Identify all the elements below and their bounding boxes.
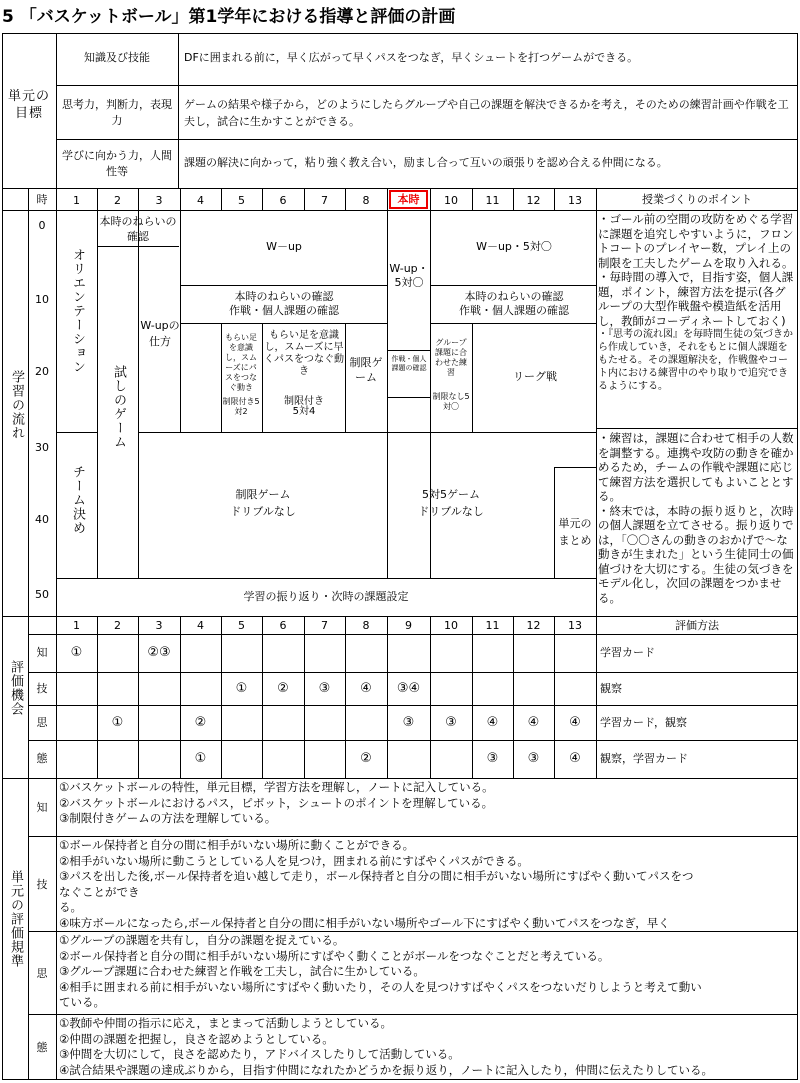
eval-method: 観察 [600,681,622,695]
eval-divider [56,616,57,778]
hour-2: 2 [114,194,121,207]
eval-hour-10: 10 [444,619,458,632]
eval-mark: ③④ [396,680,421,696]
hour-10: 10 [444,194,458,207]
eval-hour-2: 2 [114,619,121,632]
eval-mark: ② [277,680,289,696]
eval-hour-9: 9 [405,619,412,632]
minute-50: 50 [35,588,49,601]
criteria-line: ③グループ課題に合わせた練習と作戦を工夫し，試合に生かしている。 [59,964,425,978]
eval-mark: ① [194,751,207,766]
hour-4: 4 [197,194,204,207]
eval-cat: 知 [36,646,48,659]
eval-divider [262,616,263,778]
point-4: ・練習は，課題に合わせて相手の人数を調整する。連携や攻防の動きを確かめるため，チームの作戦や課題に応じて練習方法を選択してもよいこととする。 [598,431,794,503]
eval-hour-5: 5 [238,619,245,632]
eval-cat: 態 [36,752,48,765]
eval-mark: ②③ [147,645,171,660]
cell-c8: 制限ゲーム [349,356,383,384]
eval-divider [221,616,222,778]
eval-mark: ④ [486,714,499,730]
eval-mark: ③ [486,751,499,766]
flow-label: 学習の流れ [9,370,24,440]
cell-aim1: 本時のねらいの確認 [99,215,177,243]
eval-method: 観察，学習カード [600,752,688,765]
hour-6: 6 [279,194,287,207]
criteria-line: ②バスケットボールにおけるパス，ピボット，シュートのポイントを理解している。 [59,795,494,810]
eval-hour-3: 3 [155,619,163,632]
cell-c10-a: グループ課題に合わせた練習 [435,338,467,377]
cell-aim-mid-r2: 作戦・個人課題の確認 [459,304,569,317]
eval-method: 学習カード，観察 [600,715,688,729]
eval-mark: ④ [360,680,372,696]
current-hour-badge: 本時 [389,190,428,209]
criteria-cat: 思 [36,966,48,980]
cell-c4-a: もらい足を意識し，スムーズにパスをつなぐ動き [225,333,257,392]
cell-aim-mid-r1: 本時のねらいの確認 [464,290,564,303]
hour-3: 3 [155,194,163,207]
evaluation-label: 評価機会 [8,660,23,716]
eval-divider [304,616,305,778]
hour-7: 7 [321,194,328,207]
hour-1: 1 [73,194,80,207]
goal-cat-knowledge: 知識及び技能 [84,51,150,64]
eval-method: 学習カード [600,646,655,659]
eval-hour-6: 6 [279,619,287,632]
cell-wup-way: W-upの仕方 [140,319,180,348]
goal-cat-thinking: 思考力，判断力，表現力 [62,98,172,127]
criteria-line: る。 [59,900,82,914]
minute-40: 40 [35,513,49,526]
goal-text-thinking: ゲームの結果や様子から，どのようにしたらグループや自己の課題を解決できるかを考え，そのための練習計画や作戦を工夫し，試合に生かすことができる。 [184,98,789,128]
eval-divider [138,616,139,778]
criteria-line: ②ボール保持者と自分の間に相手がいない場所にすばやく動くことがボールをつなぐことだと考えている。 [59,948,610,963]
cell-c10-b: 制限なし5対〇 [432,392,470,411]
eval-divider [596,616,597,778]
minute-0: 0 [38,219,46,232]
hour-13: 13 [568,194,582,207]
criteria-line: ①グループの課題を共有し，自分の課題を捉えている。 [59,933,345,947]
criteria-cat: 態 [36,1041,48,1054]
goal-cat-attitude: 学びに向かう力，人間性等 [62,149,172,178]
point-1: ・ゴール前の空間の攻防をめぐる学習に課題を追究しやすいように，フロントコートのプレイヤー数，プレイ上の制限を工夫したゲームを取り入れる。 [598,212,794,270]
minute-30: 30 [35,441,49,454]
point-5: ・終末では，本時の振り返りと，次時の個人課題を立てさせる。振り返りでは，「〇〇さんの動きのおかげで〜な動きが生まれた」という生徒同士の価値づけを大切にする。生徒の気づきをモデル化し，次回の課題をつかませる。 [598,503,794,605]
eval-mark: ④ [527,714,540,730]
cell-league: リーグ戦 [513,370,557,383]
goal-text-attitude: 課題の解決に向かって，粘り強く教え合い，励まし合って互いの頑張りを認め合える仲間になる。 [184,156,668,169]
eval-hour-1: 1 [73,619,80,632]
minute-10: 10 [35,293,49,306]
cell-trial: 試しのゲーム [111,365,126,449]
eval-mark: ④ [569,751,581,766]
eval-mark: ① [111,714,124,730]
eval-cat: 思 [36,715,48,729]
eval-mark: ③ [402,714,415,730]
criteria-cat: 技 [36,877,48,891]
cell-reflection: 学習の振り返り・次時の課題設定 [243,590,409,603]
eval-mark: ④ [569,714,581,730]
cell-wup: W－up [266,240,302,253]
criteria-line: ①ボール保持者と自分の間に相手がいない場所に動くことができる。 [59,838,415,852]
criteria-line: ②仲間の課題を把握し，良さを認めようとしている。 [59,1031,334,1046]
eval-hour-12: 12 [526,619,541,632]
cell-c9: 作戦・個人課題の確認 [391,355,427,372]
eval-hour-7: 7 [321,619,328,632]
criteria-line: ている。 [59,995,105,1009]
goal-text-knowledge: DFに囲まれる前に，早く広がって早くパスをつなぎ，早くシュートを打つゲームができる。 [184,51,639,64]
eval-hour-11: 11 [485,619,500,632]
eval-divider [97,616,98,778]
eval-mark: ③ [318,680,331,696]
page-title: 5 「バスケットボール」第1学年における指導と評価の計画 [2,7,456,27]
hour-5: 5 [238,194,245,207]
criteria-line: ④相手に囲まれる前に相手がいない場所にすばやく動いたり，その人を見つけすばやくパスをつないだりしようと考えて動い [59,979,702,994]
cell-orientation: オリエンテーション [70,248,85,374]
method-header: 評価方法 [675,619,719,632]
hour-11: 11 [485,194,500,207]
hour-8: 8 [362,194,370,207]
cell-team: チーム決め [70,465,85,535]
point-header: 授業づくりのポイント [642,193,752,206]
criteria-line: ③仲間を大切にして，良さを認めたり，アドバイスしたりして活動している。 [59,1047,460,1061]
cell-aim-mid-l2: 作戦・個人課題の確認 [229,304,339,317]
criteria-line: ②相手がいない場所に動こうとしている人を見つけ，囲まれる前にすばやくパスができる。 [59,853,529,868]
eval-hour-13: 13 [568,619,582,632]
cell-wup9: W-up・5対〇 [389,262,429,289]
cell-aim-mid-l1: 本時のねらいの確認 [234,290,334,303]
eval-cat: 技 [36,681,48,695]
eval-mark: ② [360,751,372,766]
cell-c5-b: 制限付き5対4 [284,396,324,417]
point-3: ・『思考の流れ図』を毎時間生徒の気づきから作成していき，それをもとに個人課題をもたせる。その課題解決を，作戦盤やコート内における練習中のやり取りで追究できるようにする。 [598,329,793,392]
eval-mark: ③ [445,714,457,730]
hour-header: 時 [36,193,48,206]
cell-g55-1: 5対5ゲーム [422,488,480,501]
cell-c4-b: 制限付き5対2 [222,397,260,416]
criteria-line: ③制限付きゲームの方法を理解している。 [59,811,277,825]
eval-divider [387,616,388,778]
criteria-line: ③パスを出した後,ボール保持者を追い越して走り，ボール保持者と自分の間に相手がいない場所にすばやく動いてパスをつ [59,869,694,883]
cell-summary: 単元のまとめ [558,517,592,547]
criteria-line: なぐことができ [59,884,140,899]
hour-12: 12 [526,194,541,207]
cell-c5-a: もらい足を意識し，スムーズに早くパスをつなぐ動き [264,330,344,377]
cell-wup2: W－up・5対〇 [476,240,552,253]
criteria-label: 単元の評価規準 [8,870,23,968]
cell-g55-2: ドリブルなし [418,505,484,518]
cell-limited-2: ドリブルなし [230,505,296,518]
eval-divider [430,616,431,778]
criteria-line: ④味方ボールになったら,ボール保持者と自分の間に相手がいない場所やゴール下にすばやく動いてパスをつなぎ，早く [59,915,670,930]
point-2: ・毎時間の導入で，目指す姿，個人課題，ポイント，練習方法を提示(各グループの大型作戦盤や模造紙を活用し，教師がコーディネートしておく) [598,270,794,328]
points-bottom [598,431,796,605]
eval-mark: ③ [527,751,540,766]
eval-mark: ① [70,645,83,660]
eval-hour-4: 4 [197,619,204,632]
criteria-line: ①バスケットボールの特性，単元目標，学習方法を理解し，ノートに記入している。 [59,780,494,794]
eval-mark: ① [235,680,248,696]
hour-divider [387,188,388,210]
cell-limited-1: 制限ゲーム [235,488,291,501]
goals-label: 単元の目標 [7,89,50,121]
points-top [598,212,796,393]
eval-mark: ② [194,714,207,730]
criteria-line: ①教師や仲間の指示に応え，まとまって活動しようとしている。 [59,1016,392,1030]
eval-hour-8: 8 [362,619,370,632]
criteria-line: ④試合結果や課題の達成ぶりから，目指す仲間になれたかどうかを振り返り，ノートに記入したり，仲間に伝えたりしている。 [59,1062,713,1077]
minute-20: 20 [35,365,49,378]
criteria-cat: 知 [36,801,48,814]
